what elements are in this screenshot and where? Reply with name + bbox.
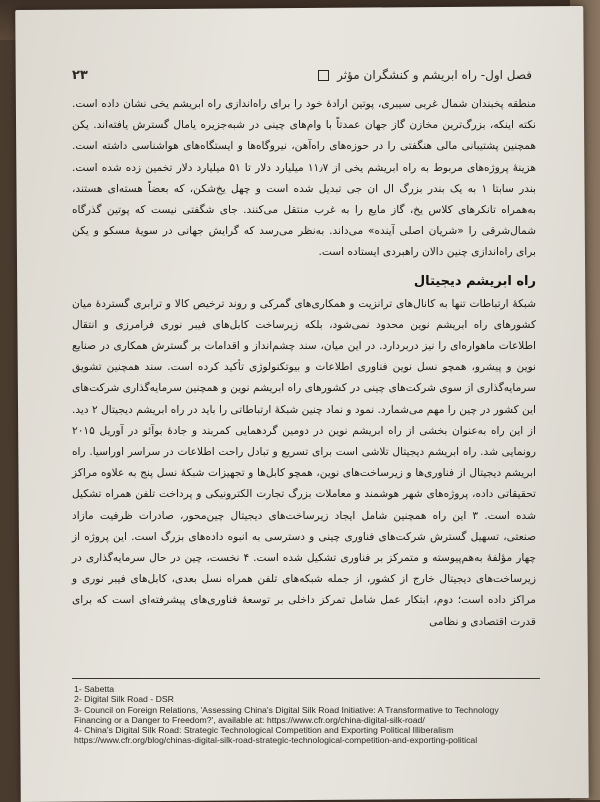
page-header	[72, 64, 532, 86]
footnote-divider	[72, 678, 540, 679]
paragraph-2: شبکهٔ ارتباطات تنها به کانال‌های ترانزیت و همکاری‌های گمرکی و روند ترخیص کالا و ترابری گستردهٔ میان کشورهای راه ابریشم نوین محدود نمی‌شود، بلکه زیرساخت کابل‌های فیبر نوری فرامرزی و انتقال اطلاعات ماهواره‌ای را نیز دربردارد. در این میان، سند چشم‌انداز و اقدامات بر گسترش همکاری در صنایع نوین و پیشرو، همچو نسل نوین فناوری اطلاعات و بیوتکنولوژی تأکید کرده است. سند همچنین تشویق سرمایه‌گذاری از سوی شرکت‌های چینی در کشورهای راه ابریشم نوین و همچنین سرمایه‌گذاری شرکت‌های این کشور در چین را مهم می‌شمارد. نمود و نماد چنین شبکهٔ ارتباطاتی را باید در راه ابریشم دیجیتال ۲ دید. از این راه به‌عنوان بخشی از راه ابریشم نوین در دومین گردهمایی کمربند و جادهٔ بوآئو در آوریل ۲۰۱۵ رونمایی شد. راه ابریشم دیجیتال تلاشی است برای تسریع و تبادل راحت اطلاعات در سراسر اوراسیا. راه ابریشم دیجیتال از فناوری‌ها و زیرساخت‌های نوین، همچو کابل‌ها و تجهیزات شبکهٔ نسل پنج به علاوه مراکز تحقیقاتی داده، پروژه‌های شهر هوشمند و معاملات بزرگ تجارت الکترونیکی و پرداخت تلفن همراه تشکیل شده است. ۳ این راه همچنین شامل ایجاد زیرساخت‌های دیجیتال چین‌محور، صادرات ظرفیت مازاد صنعتی، تسهیل گسترش شرکت‌های فناوری چینی و دسترسی به انبوه داده‌های بزرگ است. این پروژه از چهار مؤلفهٔ به‌هم‌پیوسته و متمرکز بر فناوری تشکیل شده است. ۴ نخست، چین در حال سرمایه‌گذاری در زیرساخت‌های دیجیتال خارج از کشور، از جمله شبکه‌های تلفن همراه نسل بعدی، کابل‌های فیبر نوری و مراکز داده است؛ دوم، ابتکار عمل شامل تمرکز داخلی بر توسعهٔ فناوری‌های پیشرفته‌ای است که برای قدرت اقتصادی و نظامی	[71, 297, 537, 628]
square-bullet-icon	[318, 70, 329, 81]
footnote-3-cont: Financing or a Danger to Freedom?', available at: https://www.cfr.org/china-digital-silk-road/	[74, 714, 425, 725]
footnote-4: 4- China's Digital Silk Road: Strategic Technological Competition and Exporting Political Illiberalism	[74, 725, 454, 736]
paragraph-1: منطقه پخبندان شمال غربی سیبری، پوتین ارادهٔ خود را برای راه‌اندازی راه ابریشم یخی نشان داده است. نکته اینکه، بزرگ‌ترین مخازن گاز جهان عمدتاً با وام‌های چینی در شبه‌جزیره یامال گسترش یافته‌اند. یکن همچنین پشتیبانی مالی هنگفتی را در حوزه‌های راه‌آهن، نیروگاه‌ها و ایستگاه‌های هواشناسی داشته است. هزینهٔ پروژه‌های مربوط به راه ابریشم یخی از ۱۱٫۷ میلیارد دلار تا ۵۱ میلیارد دلار تخمین زده شده است. بندر سابتا ۱ به یک بندر بزرگ ال ان جی تبدیل شده است و چهل یخ‌شکن، که بعضاً هسته‌ای هستند، به‌همراه تانکرهای کلاس یخ، گاز مایع را به غرب منتقل می‌کنند. جای شگفتی نیست که پوتین گذرگاه شمال‌شرقی را «شریان اصلی آینده» می‌داند. به‌نظر می‌رسد که گرایش جهانی در سویهٔ مسکو و یکن برای راه‌اندازی چنین دالان راهبردی ایستاده است.	[72, 98, 536, 259]
section-title: راه ابریشم دیجیتال	[413, 273, 536, 289]
footnote-1: 1- Sabetta	[74, 684, 115, 694]
chapter-title: فصل اول- راه ابریشم و کنشگران مؤثر	[337, 68, 532, 82]
footnote-3: 3- Council on Foreign Relations, 'Assessing China's Digital Silk Road Initiative: A Transformative to Technology	[74, 704, 499, 715]
page-body	[72, 94, 536, 633]
footnotes	[74, 684, 544, 746]
footnote-4-url: https://www.cfr.org/blog/chinas-digital-silk-road-strategic-technological-competition-and-exporting-political	[74, 735, 478, 746]
page-number: ۲۳	[72, 67, 88, 83]
footnote-2: 2- Digital Silk Road - DSR	[74, 694, 174, 705]
